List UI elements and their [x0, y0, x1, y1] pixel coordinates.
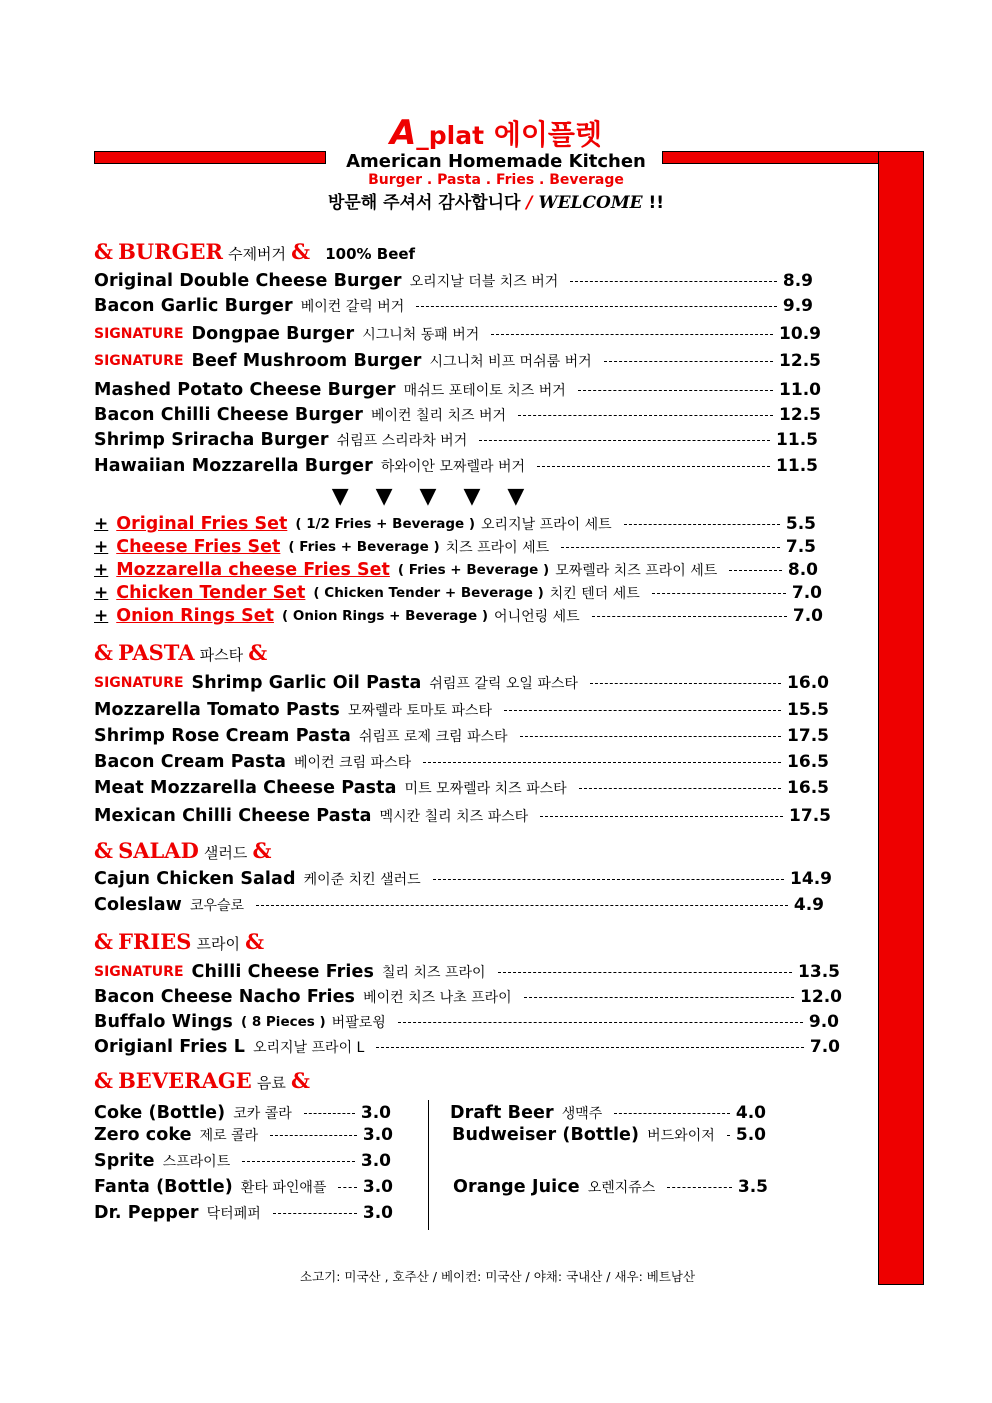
beverage-item: Zero coke 제로 콜라 3.0 [94, 1125, 393, 1145]
section-heading-pasta: & PASTA 파스타 & [94, 640, 268, 665]
menu-item: Original Double Cheese Burger 오리지날 더블 치즈 버거 8.9 [94, 271, 813, 291]
menu-item: Cajun Chicken Salad 케이준 치킨 샐러드 14.9 [94, 869, 832, 889]
dot-leader [270, 1135, 357, 1136]
beverage-item: Draft Beer 생맥주 4.0 [450, 1103, 766, 1123]
menu-item: SIGNATURE Shrimp Garlic Oil Pasta 쉬림프 갈릭 오일 파스타 16.0 [94, 673, 829, 693]
menu-item: Hawaiian Mozzarella Burger 하와이안 모짜렐라 버거 11.5 [94, 456, 818, 476]
set-item: + Mozzarella cheese Fries Set ( Fries + Beverage ) 모짜렐라 치즈 프라이 세트 8.0 [94, 560, 818, 580]
set-item: + Original Fries Set ( 1/2 Fries + Beverage ) 오리지날 프라이 세트 5.5 [94, 514, 816, 534]
dot-leader [570, 281, 777, 282]
signature-badge: SIGNATURE [94, 964, 184, 980]
dot-leader [540, 816, 783, 817]
dot-leader [561, 547, 780, 548]
dot-leader [592, 616, 787, 617]
logo-korean: 에이플렛 [493, 118, 603, 151]
dot-leader [304, 1113, 355, 1114]
dot-leader [338, 1187, 356, 1188]
welcome-exclaim: !! [648, 193, 665, 213]
menu-item: Bacon Garlic Burger 베이컨 갈릭 버거 9.9 [94, 296, 813, 316]
menu-item: SIGNATURE Beef Mushroom Burger 시그니처 비프 머쉬룸 버거 12.5 [94, 351, 821, 371]
menu-item: Meat Mozzarella Cheese Pasta 미트 모짜렐라 치즈 파스타 16.5 [94, 778, 829, 798]
menu-item: Mashed Potato Cheese Burger 매쉬드 포테이토 치즈 버거 11.0 [94, 380, 821, 400]
dot-leader [520, 736, 781, 737]
menu-item: Bacon Cheese Nacho Fries 베이컨 치즈 나초 프라이 12.0 [94, 987, 842, 1007]
dot-leader [398, 1022, 803, 1023]
set-item: + Cheese Fries Set ( Fries + Beverage ) 치즈 프라이 세트 7.5 [94, 537, 816, 557]
signature-badge: SIGNATURE [94, 675, 184, 691]
dot-leader [423, 762, 781, 763]
dot-leader [624, 524, 780, 525]
beverage-item: Orange Juice 오렌지쥬스 3.5 [453, 1177, 768, 1197]
dot-leader [256, 905, 788, 906]
dot-leader [498, 972, 792, 973]
dot-leader [491, 334, 773, 335]
menu-item: Origianl Fries L 오리지날 프라이 L 7.0 [94, 1037, 840, 1057]
menu-item: Coleslaw 코우슬로 4.9 [94, 895, 824, 915]
beverage-item: Budweiser (Bottle) 버드와이저 5.0 [452, 1125, 766, 1145]
menu-item: SIGNATURE Chilli Cheese Fries 칠리 치즈 프라이 13.5 [94, 962, 840, 982]
menu-item: Shrimp Sriracha Burger 쉬림프 스리라차 버거 11.5 [94, 430, 818, 450]
dot-leader [242, 1161, 355, 1162]
dot-leader [667, 1187, 732, 1188]
welcome-korean: 방문해 주셔서 감사합니다 [327, 193, 521, 213]
dot-leader [479, 440, 770, 441]
welcome-line [0, 191, 992, 215]
menu-item: Bacon Chilli Cheese Burger 베이컨 칠리 치즈 버거 12.5 [94, 405, 821, 425]
dot-leader [614, 1113, 730, 1114]
dot-leader [729, 570, 782, 571]
signature-badge: SIGNATURE [94, 353, 184, 369]
welcome-slash: / [526, 193, 533, 213]
menu-item: Buffalo Wings ( 8 Pieces ) 버팔로윙 9.0 [94, 1012, 839, 1032]
menu-item: Mozzarella Tomato Pasts 모짜렐라 토마토 파스타 15.5 [94, 700, 829, 720]
down-arrows-icon: ▼ ▼ ▼ ▼ ▼ [331, 484, 535, 509]
menu-item: Shrimp Rose Cream Pasta 쉬림프 로제 크림 파스타 17.5 [94, 726, 829, 746]
logo-a: A [389, 113, 417, 153]
dot-leader [416, 306, 777, 307]
beverage-item: Dr. Pepper 닥터페퍼 3.0 [94, 1203, 393, 1223]
dot-leader [652, 593, 786, 594]
dot-leader [727, 1135, 730, 1136]
beverage-item: Coke (Bottle) 코카 콜라 3.0 [94, 1103, 391, 1123]
tagline: American Homemade Kitchen [346, 151, 646, 172]
dot-leader [273, 1213, 357, 1214]
menu-item: Mexican Chilli Cheese Pasta 멕시칸 칠리 치즈 파스타 17.5 [94, 806, 831, 826]
dot-leader [518, 415, 773, 416]
origin-footer: 소고기: 미국산 , 호주산 / 베이컨: 미국산 / 야채: 국내산 / 새우: 베트남산 [300, 1269, 696, 1284]
dot-leader [376, 1047, 804, 1048]
beverage-column-divider [428, 1100, 429, 1230]
subline: Burger . Pasta . Fries . Beverage [368, 172, 624, 188]
section-heading-burger: & BURGER 수제버거 & 100% Beef [94, 239, 416, 264]
section-heading-salad: & SALAD 샐러드 & [94, 838, 272, 863]
dot-leader [604, 361, 773, 362]
section-heading-beverage: & BEVERAGE 음료 & [94, 1068, 310, 1093]
dot-leader [578, 390, 773, 391]
dot-leader [504, 710, 781, 711]
dot-leader [524, 997, 794, 998]
signature-badge: SIGNATURE [94, 326, 184, 342]
menu-item: Bacon Cream Pasta 베이컨 크림 파스타 16.5 [94, 752, 829, 772]
set-item: + Onion Rings Set ( Onion Rings + Beverage ) 어니언링 세트 7.0 [94, 606, 823, 626]
menu-item: SIGNATURE Dongpae Burger 시그니처 동패 버거 10.9 [94, 324, 821, 344]
dot-leader [590, 683, 781, 684]
logo-plat: _plat [416, 121, 485, 150]
decorative-red-bar-vertical [878, 151, 924, 1285]
set-item: + Chicken Tender Set ( Chicken Tender + Beverage ) 치킨 텐더 세트 7.0 [94, 583, 822, 603]
dot-leader [537, 466, 770, 467]
beverage-item: Sprite 스프라이트 3.0 [94, 1151, 391, 1171]
section-heading-fries: & FRIES 프라이 & [94, 929, 265, 954]
dot-leader [579, 788, 781, 789]
dot-leader [433, 879, 784, 880]
welcome-english: WELCOME [538, 193, 643, 213]
beverage-item: Fanta (Bottle) 환타 파인애플 3.0 [94, 1177, 393, 1197]
